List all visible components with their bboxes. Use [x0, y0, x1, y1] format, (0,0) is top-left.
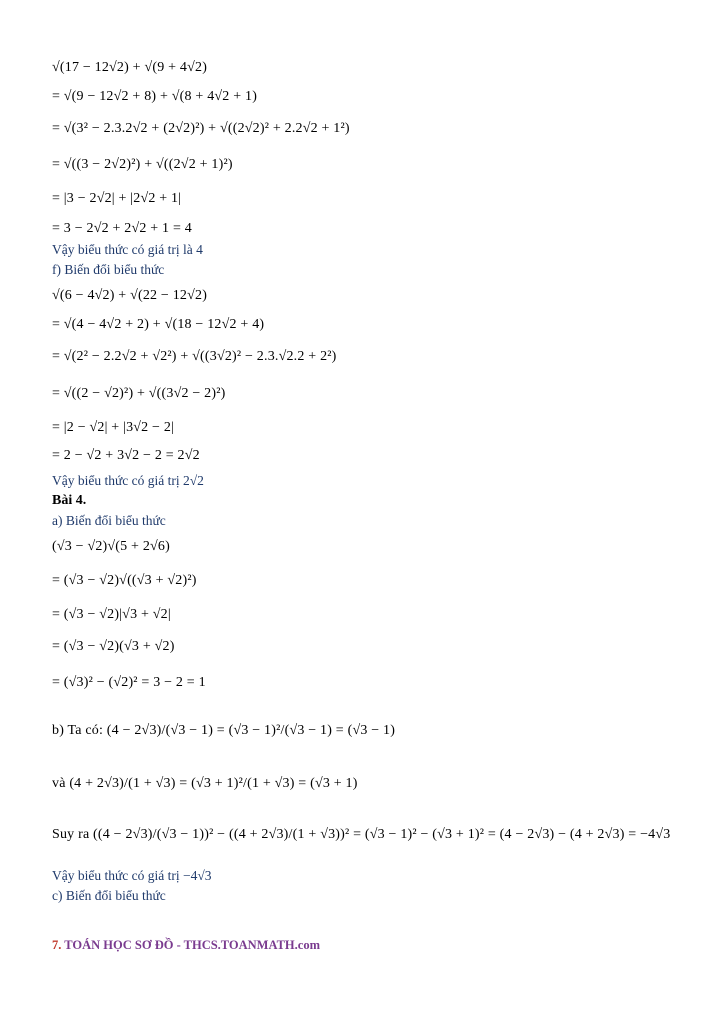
math-line: = √(9 − 12√2 + 8) + √(8 + 4√2 + 1): [52, 89, 258, 104]
conclusion-text: Vậy biểu thức có giá trị 2√2: [52, 473, 204, 488]
footer-label: TOÁN HỌC SƠ ĐỒ - THCS.TOANMATH.com: [64, 938, 320, 952]
exercise-heading: Bài 4.: [52, 493, 87, 508]
math-line: b) Ta có: (4 − 2√3)/(√3 − 1) = (√3 − 1)²/(√3 − 1) = (√3 − 1): [52, 723, 396, 738]
page-number: 7.: [52, 938, 62, 952]
math-line: = (√3)² − (√2)² = 3 − 2 = 1: [52, 675, 206, 690]
math-line: = 3 − 2√2 + 2√2 + 1 = 4: [52, 221, 192, 236]
math-line: = √(3² − 2.3.2√2 + (2√2)²) + √((2√2)² + 2.2√2 + 1²): [52, 121, 350, 136]
math-line: và (4 + 2√3)/(1 + √3) = (√3 + 1)²/(1 + √3) = (√3 + 1): [52, 776, 358, 791]
conclusion-text: Vậy biểu thức có giá trị là 4: [52, 242, 203, 257]
section-heading: f) Biến đổi biểu thức: [52, 262, 165, 277]
math-line: = √(2² − 2.2√2 + √2²) + √((3√2)² − 2.3.√2.2 + 2²): [52, 349, 337, 364]
math-line: = √((3 − 2√2)²) + √((2√2 + 1)²): [52, 157, 233, 172]
page-footer: [52, 938, 320, 953]
math-line: = 2 − √2 + 3√2 − 2 = 2√2: [52, 448, 200, 463]
math-line: √(6 − 4√2) + √(22 − 12√2): [52, 288, 208, 303]
math-line: = |2 − √2| + |3√2 − 2|: [52, 420, 175, 435]
math-line: = |3 − 2√2| + |2√2 + 1|: [52, 191, 182, 206]
math-line: = √((2 − √2)²) + √((3√2 − 2)²): [52, 386, 226, 401]
section-heading: c) Biến đổi biểu thức: [52, 888, 166, 903]
math-line: = (√3 − √2)|√3 + √2|: [52, 607, 171, 622]
section-heading: a) Biến đổi biểu thức: [52, 513, 166, 528]
math-line: = (√3 − √2)(√3 + √2): [52, 639, 175, 654]
conclusion-text: Vậy biểu thức có giá trị −4√3: [52, 868, 212, 883]
math-line: √(17 − 12√2) + √(9 + 4√2): [52, 60, 208, 75]
math-line: Suy ra ((4 − 2√3)/(√3 − 1))² − ((4 + 2√3)/(1 + √3))² = (√3 − 1)² − (√3 + 1)² = (4 − 2√3) − (4 + 2√3) = −4√3: [52, 827, 671, 842]
math-line: (√3 − √2)√(5 + 2√6): [52, 539, 170, 554]
math-line: = (√3 − √2)√((√3 + √2)²): [52, 573, 197, 588]
math-line: = √(4 − 4√2 + 2) + √(18 − 12√2 + 4): [52, 317, 265, 332]
